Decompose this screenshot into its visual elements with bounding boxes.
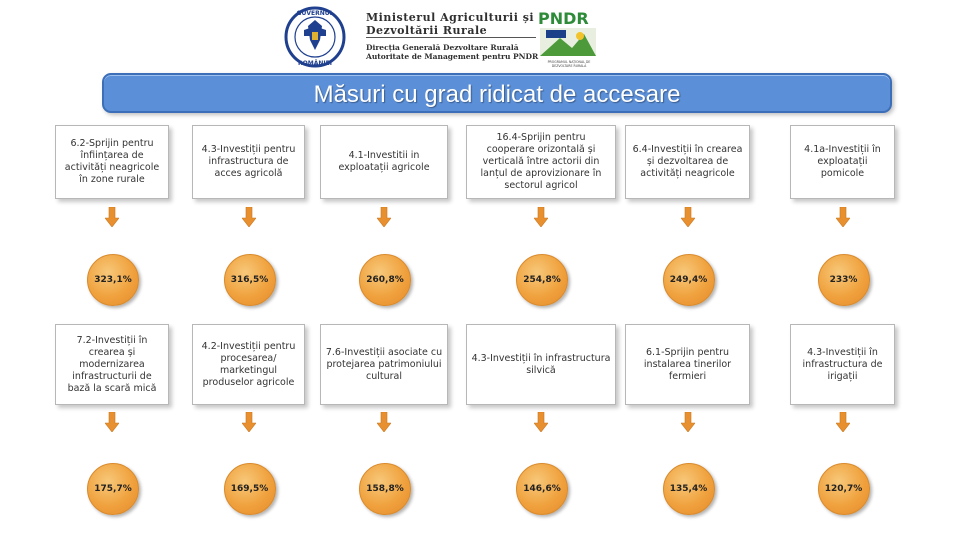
- measure-box: [790, 125, 895, 199]
- measure-box: [192, 125, 305, 199]
- access-rate-badge: [516, 254, 568, 306]
- access-rate-value: 146,6%: [523, 484, 561, 494]
- measure-box: [466, 324, 616, 405]
- arrow-down-icon: [377, 207, 391, 227]
- access-rate-value: 249,4%: [669, 275, 708, 285]
- access-rate-badge: [663, 463, 715, 515]
- access-rate-value: 323,1%: [94, 275, 132, 285]
- directorate-line1: Direcția Generală Dezvoltare Rurală: [366, 43, 519, 52]
- measure-box: [320, 324, 448, 405]
- access-rate-badge: [87, 254, 139, 306]
- pndr-logo-icon: [536, 8, 606, 70]
- measure-label: 16.4-Sprijin pentru cooperare orizontală și verticală între actorii din lanțul de aprovizionare în sectorul agricol: [480, 132, 602, 191]
- measure-box: [790, 324, 895, 405]
- measure-label: 4.2-Investiții pentru procesarea/ marketingul produselor agricole: [201, 340, 296, 388]
- measure-label: 7.6-Investiții asociate cu protejarea patrimoniului cultural: [325, 346, 443, 382]
- access-rate-badge: [516, 463, 568, 515]
- svg-text:PROGRAMUL NAȚIONAL DE: PROGRAMUL NAȚIONAL DE: [547, 60, 591, 64]
- arrow-down-icon: [681, 207, 695, 227]
- access-rate-badge: [87, 463, 139, 515]
- header-divider: [366, 37, 536, 38]
- access-rate-badge: [663, 254, 715, 306]
- svg-text:GUVERNUL: GUVERNUL: [296, 10, 334, 17]
- access-rate-value: 135,4%: [669, 484, 708, 494]
- access-rate-value: 169,5%: [230, 484, 269, 494]
- access-rate-badge: [224, 463, 276, 515]
- svg-text:ROMÂNIEI: ROMÂNIEI: [298, 60, 332, 67]
- measure-label: 4.1a-Investiții în exploatații pomicole: [804, 144, 881, 179]
- measure-box: [192, 324, 305, 405]
- svg-text:PNDR: PNDR: [538, 9, 589, 28]
- access-rate-value: 254,8%: [523, 275, 561, 285]
- access-rate-badge: [818, 254, 870, 306]
- measure-box: [55, 324, 169, 405]
- header: [280, 4, 610, 70]
- access-rate-value: 120,7%: [824, 484, 863, 494]
- arrow-down-icon: [836, 412, 850, 432]
- arrow-down-icon: [534, 207, 548, 227]
- ministry-line1: Ministerul Agriculturii și: [366, 11, 535, 24]
- directorate-line2: Autoritate de Management pentru PNDR: [366, 52, 539, 61]
- measure-label: 6.1-Sprijin pentru instalarea tinerilor fermieri: [643, 346, 732, 382]
- access-rate-value: 158,8%: [366, 484, 404, 494]
- access-rate-badge: [818, 463, 870, 515]
- arrow-down-icon: [534, 412, 548, 432]
- access-rate-badge: [359, 463, 411, 515]
- measure-label: 7.2-Investiții în crearea și modernizarea infrastructurii de bază la scară mică: [67, 334, 157, 394]
- measure-label: 4.3-Investiții în infrastructura silvică: [471, 352, 611, 376]
- measure-label: 6.2-Sprijin pentru înființarea de activități neagricole în zone rurale: [64, 138, 160, 185]
- measure-box: [320, 125, 448, 199]
- measure-label: 4.3-Investiții în infrastructura de irigații: [802, 346, 883, 382]
- arrow-down-icon: [377, 412, 391, 432]
- access-rate-value: 233%: [829, 275, 858, 285]
- access-rate-value: 316,5%: [230, 275, 269, 285]
- arrow-down-icon: [681, 412, 695, 432]
- measure-box: [625, 125, 750, 199]
- measure-label: 6.4-Investiții în crearea și dezvoltarea de activități neagricole: [632, 144, 743, 179]
- access-rate-value: 175,7%: [94, 484, 132, 494]
- arrow-down-icon: [105, 207, 119, 227]
- arrow-down-icon: [105, 412, 119, 432]
- arrow-down-icon: [836, 207, 850, 227]
- svg-text:DEZVOLTARE RURALĂ: DEZVOLTARE RURALĂ: [551, 64, 587, 68]
- ministry-line2: Dezvoltării Rurale: [366, 24, 488, 37]
- access-rate-badge: [224, 254, 276, 306]
- measure-box: [625, 324, 750, 405]
- measure-label: 4.3-Investiții pentru infrastructura de acces agricolă: [201, 144, 296, 179]
- arrow-down-icon: [242, 412, 256, 432]
- page-title: Măsuri cu grad ridicat de accesare: [313, 81, 681, 108]
- title-banner: [102, 73, 892, 113]
- romanian-government-seal-icon: [280, 6, 350, 68]
- arrow-down-icon: [242, 207, 256, 227]
- measure-box: [466, 125, 616, 199]
- measure-label: 4.1-Investitii in exploatații agricole: [338, 150, 430, 173]
- access-rate-badge: [359, 254, 411, 306]
- measure-box: [55, 125, 169, 199]
- access-rate-value: 260,8%: [366, 275, 404, 285]
